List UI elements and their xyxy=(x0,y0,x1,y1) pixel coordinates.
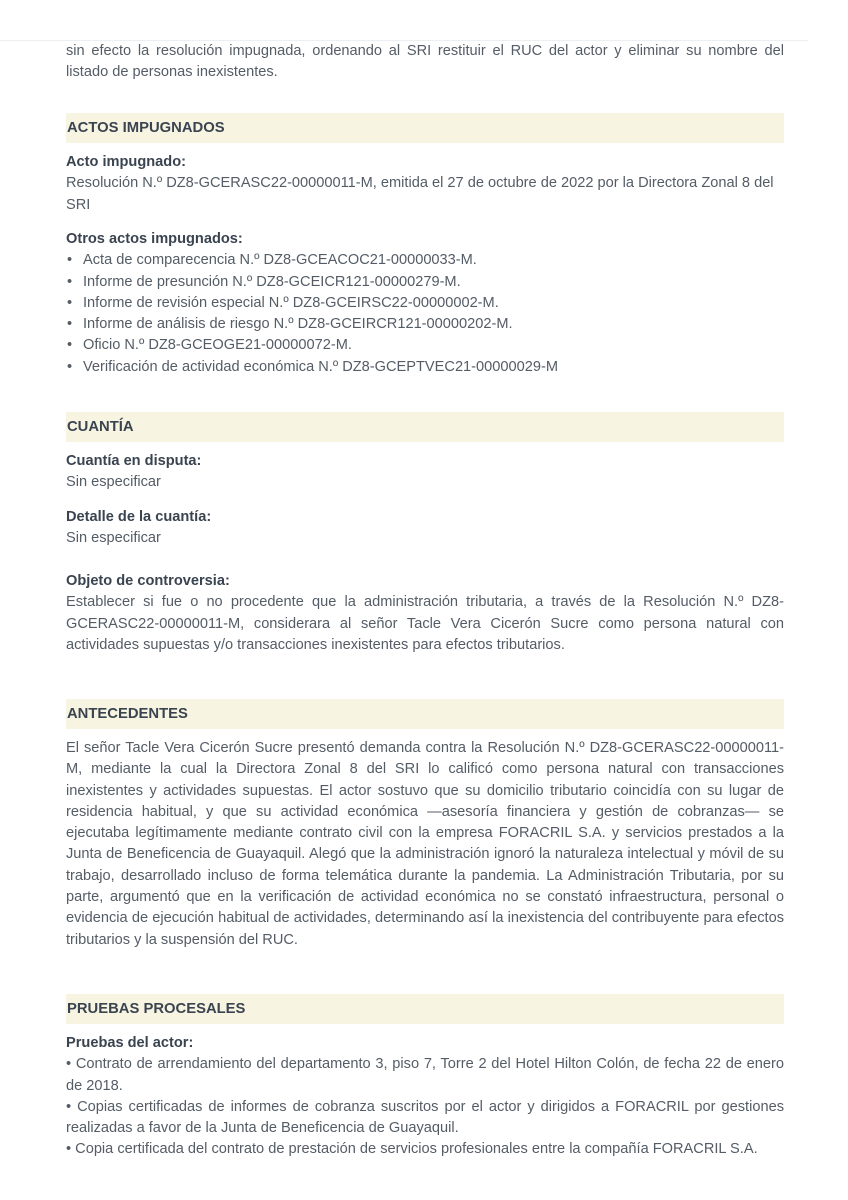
prueba-item: • Copias certificadas de informes de cobranza suscritos por el actor y dirigidos a FORACRIL por gestiones realizadas a favor de la Junta de Beneficencia de Guayaquil. xyxy=(66,1098,784,1137)
list-item: • Informe de presunción N.º DZ8-GCEICR121-00000279-M. xyxy=(66,272,784,293)
list-item: • Informe de revisión especial N.º DZ8-GCEIRSC22-00000002-M. xyxy=(66,293,784,314)
list-item: • Informe de análisis de riesgo N.º DZ8-GCEIRCR121-00000202-M. xyxy=(66,314,784,335)
section-header-antecedentes: ANTECEDENTES xyxy=(66,699,784,729)
prueba-item: • Contrato de arrendamiento del departamento 3, piso 7, Torre 2 del Hotel Hilton Colón, de fecha 22 de enero de 2018. xyxy=(66,1056,784,1094)
section-header-cuantia: CUANTÍA xyxy=(66,412,784,442)
list-item: • Oficio N.º DZ8-GCEOGE21-00000072-M. xyxy=(66,335,784,356)
antecedentes-paragraph: El señor Tacle Vera Cicerón Sucre presentó demanda contra la Resolución N.º DZ8-GCERASC22-00000011-M, mediante la cual la Directora Zonal 8 del SRI lo calificó como persona natural con transacciones inexistentes y actividades supuestas. El actor sostuvo que su domicilio tributario coincidía con su lugar de residencia habitual, y que su actividad económica —asesoría financiera y gestión de cobranzas— se ejecutaba legítimamente mediante contrato civil con la empresa FORACRIL S.A. y servicios prestados a la Junta de Beneficencia de Guayaquil. Alegó que la administración ignoró la naturaleza intelectual y móvil de su trabajo, desarrollado incluso de forma telemática durante la pandemia. La Administración Tributaria, por su parte, argumentó que en la verificación de actividad económica no se constató infraestructura, personal o evidencia de ejecución habitual de actividades, determinando así la inexistencia del contribuyente para efectos tributarios y la suspensión del RUC. xyxy=(66,740,784,948)
cuantia-disputa-value: Sin especificar xyxy=(66,474,161,491)
pruebas-section xyxy=(66,1033,784,1161)
prueba-item: • Copia certificada del contrato de prestación de servicios profesionales entre la compañía FORACRIL S.A. xyxy=(66,1141,758,1158)
cuantia-disputa-label: Cuantía en disputa: xyxy=(66,453,202,469)
cuantia-disputa-section xyxy=(66,451,784,494)
list-item: • Acta de comparecencia N.º DZ8-GCEACOC21-00000033-M. xyxy=(66,250,784,271)
otros-actos-section xyxy=(66,229,784,378)
intro-section xyxy=(66,41,784,84)
objeto-controversia-text: Establecer si fue o no procedente que la administración tributaria, a través de la Resolución N.º DZ8-GCERASC22-00000011-M, considerara al señor Tacle Vera Cicerón Sucre como persona natural con actividades supuestas y/o transacciones inexistentes para efectos tributarios. xyxy=(66,594,784,653)
detalle-cuantia-value: Sin especificar xyxy=(66,530,161,547)
intro-paragraph: sin efecto la resolución impugnada, ordenando al SRI restituir el RUC del actor y eliminar su nombre del listado de personas inexistentes. xyxy=(66,43,784,81)
detalle-cuantia-section xyxy=(66,507,784,550)
actos-section xyxy=(66,152,784,216)
otros-actos-label: Otros actos impugnados: xyxy=(66,231,243,247)
section-header-actos: ACTOS IMPUGNADOS xyxy=(66,113,784,143)
acto-impugnado-label: Acto impugnado: xyxy=(66,154,186,170)
otros-actos-list xyxy=(66,250,784,378)
section-header-pruebas: PRUEBAS PROCESALES xyxy=(66,994,784,1024)
pruebas-actor-label: Pruebas del actor: xyxy=(66,1035,194,1051)
detalle-cuantia-label: Detalle de la cuantía: xyxy=(66,509,212,525)
antecedentes-section xyxy=(66,738,784,951)
objeto-controversia-section xyxy=(66,571,784,656)
acto-impugnado-text: Resolución N.º DZ8-GCERASC22-00000011-M, emitida el 27 de octubre de 2022 por la Directora Zonal 8 del SRI xyxy=(66,175,774,213)
objeto-controversia-label: Objeto de controversia: xyxy=(66,573,230,589)
list-item: • Verificación de actividad económica N.º DZ8-GCEPTVEC21-00000029-M xyxy=(66,357,784,378)
